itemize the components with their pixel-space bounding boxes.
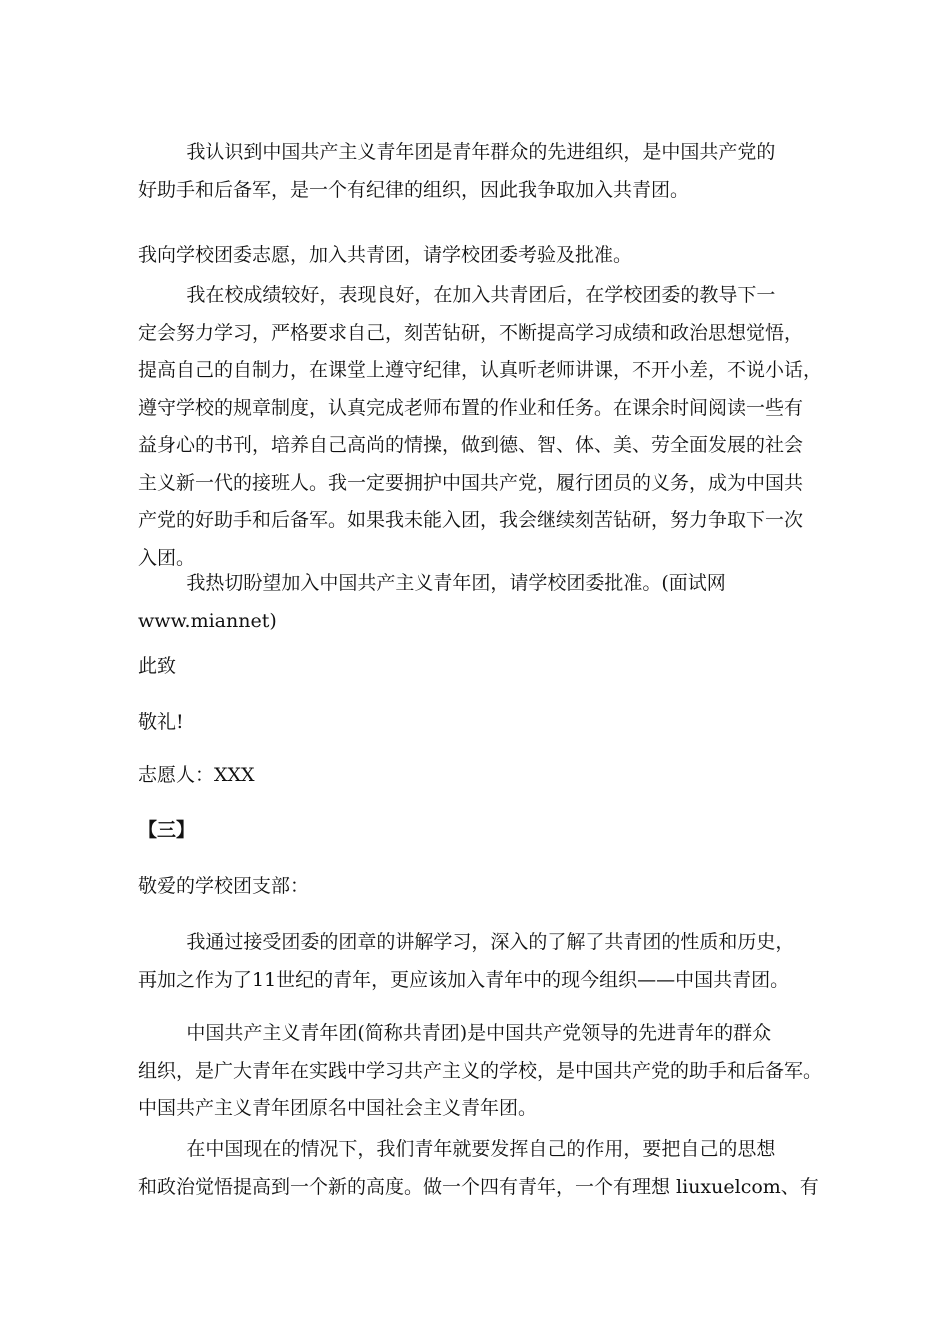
signature-line: 志愿人：XXX bbox=[138, 764, 255, 786]
paragraph-5: 我通过接受团委的团章的讲解学习，深入的了解了共青团的性质和历史， 再加之作为了11世纪的青年，更应该加入青年中的现今组织——中国共青团。 bbox=[138, 931, 795, 991]
greeting-line: 敬爱的学校团支部： bbox=[138, 875, 310, 897]
paragraph-2: 我向学校团委志愿，加入共青团，请学校团委考验及批准。 bbox=[138, 244, 633, 266]
respect-line: 敬礼! bbox=[138, 711, 184, 733]
closing-salutation: 此致 bbox=[138, 655, 177, 677]
paragraph-1: 我认识到中国共产主义青年团是青年群众的先进组织，是中国共产党的 好助手和后备军，是一个有纪律的组织，因此我争取加入共青团。 bbox=[138, 141, 776, 201]
section-heading: 【三】 bbox=[138, 819, 196, 841]
paragraph-7: 在中国现在的情况下，我们青年就要发挥自己的作用，要把自己的思想 和政治觉悟提高到一个新的高度。做一个四有青年，一个有理想 liuxuelcom、有 bbox=[138, 1138, 819, 1198]
paragraph-4: 我热切盼望加入中国共产主义青年团，请学校团委批准。(面试网 www.miannet) bbox=[138, 572, 726, 632]
paragraph-3: 我在校成绩较好，表现良好，在加入共青团后，在学校团委的教导下一 定会努力学习，严格要求自己，刻苦钻研，不断提高学习成绩和政治思想觉悟， 提高自己的自制力，在课堂上遵守纪律，认真听老师讲课，不开小差，不说小话， 遵守学校的规章制度，认真完成老师布置的作业和任务。在课余时间阅读一些有 益身心的书刊，培养自己高尚的情操，做到德、智、体、美、劳全面发展的社会 主义新一代的接班人。我一定要拥护中国共产党，履行团员的义务，成为中国共 产党的好助手和后备军。如果我未能入团，我会继续刻苦钻研，努力争取下一次 入团。 bbox=[138, 284, 823, 569]
paragraph-6: 中国共产主义青年团(简称共青团)是中国共产党领导的先进青年的群众 组织，是广大青年在实践中学习共产主义的学校，是中国共产党的助手和后备军。 中国共产主义青年团原名中国社会主义青年团。 bbox=[138, 1022, 823, 1119]
